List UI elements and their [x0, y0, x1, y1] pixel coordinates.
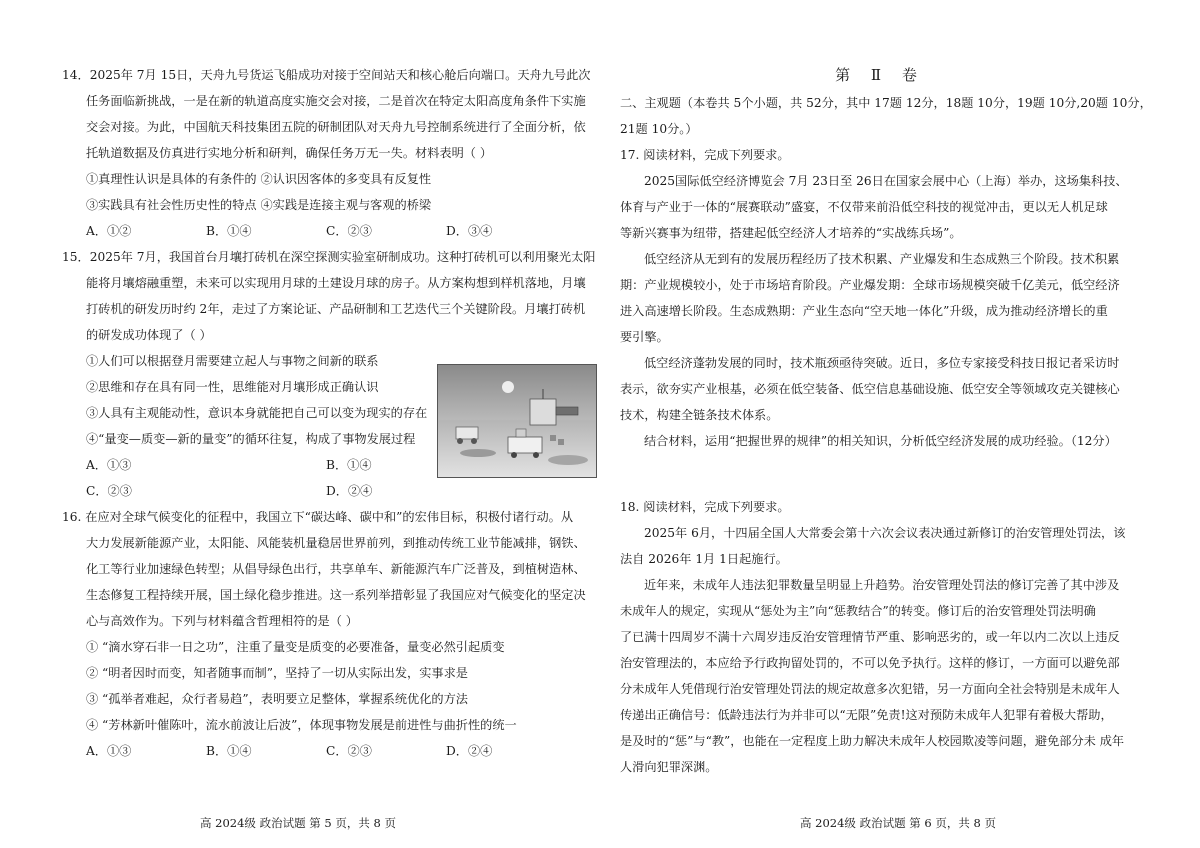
option-b: B．①④ [206, 744, 252, 758]
q15-statement: ②思维和存在具有同一性，思维能对月壤形成正确认识 [86, 380, 379, 394]
q18-paragraph-line: 2025年 6月，十四届全国人大常委会第十六次会议表决通过新修订的治安管理处罚法，该 [644, 526, 1126, 540]
q14-stem-line: 任务面临新挑战，一是在新的轨道高度实施交会对接，二是首次在特定太阳高度角条件下实施 [86, 94, 586, 108]
right-page-column [620, 62, 1152, 780]
q17-paragraph-line: 技术，构建全链条技术体系。 [620, 408, 779, 422]
q17-paragraph-line: 2025国际低空经济博览会 7月 23日至 26日在国家会展中心（上海）举办，这场集科技、 [644, 174, 1128, 188]
q15-stem-line: 打砖机的研发历时约 2年，走过了方案论证、产品研制和工艺迭代三个关键阶段。月壤打砖机 [86, 302, 586, 316]
option-b: B．①④ [206, 224, 252, 238]
q17-task: 结合材料，运用“把握世界的规律”的相关知识，分析低空经济发展的成功经验。（12分） [644, 434, 1117, 448]
q15-options-row [62, 478, 590, 504]
q16-stem-line: 心与高效作为。下列与材料蕴含哲理相符的是（ ） [86, 614, 358, 628]
q17-paragraph-line: 等新兴赛事为纽带，搭建起低空经济人才培养的“实战练兵场”。 [620, 226, 962, 240]
q16-stem-line: 大力发展新能源产业，太阳能、风能装机量稳居世界前列，到推动传统工业节能减排，钢铁、 [86, 536, 586, 550]
q14-stem-line: 14．2025年 7月 15日，天舟九号货运飞船成功对接于空间站天和核心舱后向端口。天舟九号此次 [62, 68, 591, 82]
q17-paragraph-line: 低空经济蓬勃发展的同时，技术瓶颈亟待突破。近日，多位专家接受科技日报记者采访时 [644, 356, 1120, 370]
q17-paragraph-line: 体育与产业于一体的“展赛联动”盛宴，不仅带来前沿低空科技的视觉冲击，更以无人机足球 [620, 200, 1108, 214]
section-title: 第 Ⅱ 卷 [835, 66, 925, 84]
q18-paragraph-line: 法自 2026年 1月 1日起施行。 [620, 552, 788, 566]
lunar-brick-machine-image [437, 364, 597, 478]
q17-paragraph-line: 要引擎。 [620, 330, 669, 344]
q16-statement: ④ “芳林新叶催陈叶，流水前波让后波”，体现事物发展是前进性与曲折性的统一 [86, 718, 517, 732]
option-c: C．②③ [86, 484, 132, 498]
q14-stem-line: 交会对接。为此，中国航天科技集团五院的研制团队对天舟九号控制系统进行了全面分析，依 [86, 120, 586, 134]
section-instructions-line: 二、主观题（本卷共 5个小题，共 52分，其中 17题 12分，18题 10分，19题 10分,20题 10分， [620, 96, 1152, 110]
q16-statement: ① “滴水穿石非一日之功”，注重了量变是质变的必要准备，量变必然引起质变 [86, 640, 505, 654]
question-17 [620, 142, 1140, 454]
q16-stem-line: 化工等行业加速绿色转型；从倡导绿色出行，共享单车、新能源汽车广泛普及，到植树造林、 [86, 562, 586, 576]
q15-statement: ④“量变—质变—新的量变”的循环往复，构成了事物发展过程 [86, 432, 416, 446]
earth-icon [502, 381, 514, 393]
question-14 [62, 62, 590, 244]
q18-paragraph-line: 传递出正确信号：低龄违法行为并非可以“无限”免责!这对预防未成年人犯罪有着极大帮助， [620, 708, 1113, 722]
q14-statement: ③实践具有社会性历史性的特点 ④实践是连接主观与客观的桥梁 [86, 198, 432, 212]
right-page-footer: 高 2024级 政治试题 第 6 页，共 8 页 [800, 816, 996, 830]
q16-statement: ③ “孤举者难起，众行者易趋”，表明要立足整体，掌握系统优化的方法 [86, 692, 468, 706]
q16-stem-line: 生态修复工程持续开展，国土绿化稳步推进。这一系列举措彰显了我国应对气候变化的坚定决 [86, 588, 586, 602]
option-a: A．①② [86, 224, 132, 238]
option-d: D．②④ [446, 744, 493, 758]
q17-paragraph-line: 期：产业规模较小，处于市场培育阶段。产业爆发期：全球市场规模突破千亿美元，低空经济 [620, 278, 1120, 292]
q18-paragraph-line: 未成年人的规定，实现从“惩处为主”向“惩教结合”的转变。修订后的治安管理处罚法明确 [620, 604, 1096, 618]
q14-options [62, 218, 590, 244]
option-c: C．②③ [326, 224, 372, 238]
q18-paragraph-line: 近年来，未成年人违法犯罪数量呈明显上升趋势。治安管理处罚法的修订完善了其中涉及 [644, 578, 1120, 592]
q15-statement: ①人们可以根据登月需要建立起人与事物之间新的联系 [86, 354, 379, 368]
q17-paragraph-line: 表示，欲夯实产业根基，必须在低空装备、低空信息基础设施、低空安全等领域攻克关键核心 [620, 382, 1120, 396]
option-d: D．③④ [446, 224, 493, 238]
q18-paragraph-line: 了已满十四周岁不满十六周岁违反治安管理情节严重、影响恶劣的，或一年以内二次以上违反 [620, 630, 1120, 644]
q17-heading: 17. 阅读材料，完成下列要求。 [620, 148, 790, 162]
q17-paragraph-line: 低空经济从无到有的发展历程经历了技术积累、产业爆发和生态成熟三个阶段。技术积累 [644, 252, 1120, 266]
q15-stem-line: 能将月壤熔融重塑，未来可以实现用月球的土建设月球的房子。从方案构想到样机落地，月壤 [86, 276, 586, 290]
q18-paragraph-line: 人滑向犯罪深渊。 [620, 760, 718, 774]
question-16 [62, 504, 590, 764]
option-d: D．②④ [326, 484, 373, 498]
option-c: C．②③ [326, 744, 372, 758]
q16-options [62, 738, 590, 764]
q14-stem-line: 托轨道数据及仿真进行实地分析和研判，确保任务万无一失。材料表明（ ） [86, 146, 493, 160]
option-a: A．①③ [86, 458, 132, 472]
section-instructions-line: 21题 10分。） [620, 122, 698, 136]
q17-paragraph-line: 进入高速增长阶段。生态成熟期：产业生态向“空天地一体化”升级，成为推动经济增长的重 [620, 304, 1108, 318]
lunar-scene-illustration [438, 365, 596, 477]
q14-statement: ①真理性认识是具体的有条件的 ②认识因客体的多变具有反复性 [86, 172, 432, 186]
q15-stem-line: 15．2025年 7月，我国首台月壤打砖机在深空探测实验室研制成功。这种打砖机可以利用聚光太阳 [62, 250, 596, 264]
option-a: A．①③ [86, 744, 132, 758]
q15-statement: ③人具有主观能动性，意识本身就能把自己可以变为现实的存在 [86, 406, 428, 420]
q18-paragraph-line: 分未成年人凭借现行治安管理处罚法的规定故意多次犯错，另一方面向全社会特别是未成年人 [620, 682, 1120, 696]
q18-heading: 18. 阅读材料，完成下列要求。 [620, 500, 790, 514]
question-18 [620, 494, 1140, 780]
q15-stem-line: 的研发成功体现了（ ） [86, 328, 212, 342]
q16-stem-line: 16. 在应对全球气候变化的征程中，我国立下“碳达峰、碳中和”的宏伟目标，积极付诸行动。从 [62, 510, 574, 524]
q18-paragraph-line: 治安管理法的，本应给予行政拘留处罚的，不可以免予执行。这样的修订，一方面可以避免部 [620, 656, 1120, 670]
left-page-column [62, 62, 596, 764]
q16-statement: ② “明者因时而变，知者随事而制”，坚持了一切从实际出发，实事求是 [86, 666, 468, 680]
option-b: B．①④ [326, 458, 372, 472]
left-page-footer: 高 2024级 政治试题 第 5 页，共 8 页 [200, 816, 396, 830]
q18-paragraph-line: 是及时的“惩”与“教”，也能在一定程度上助力解决未成年人校园欺凌等问题，避免部分未 成年 [620, 734, 1125, 748]
